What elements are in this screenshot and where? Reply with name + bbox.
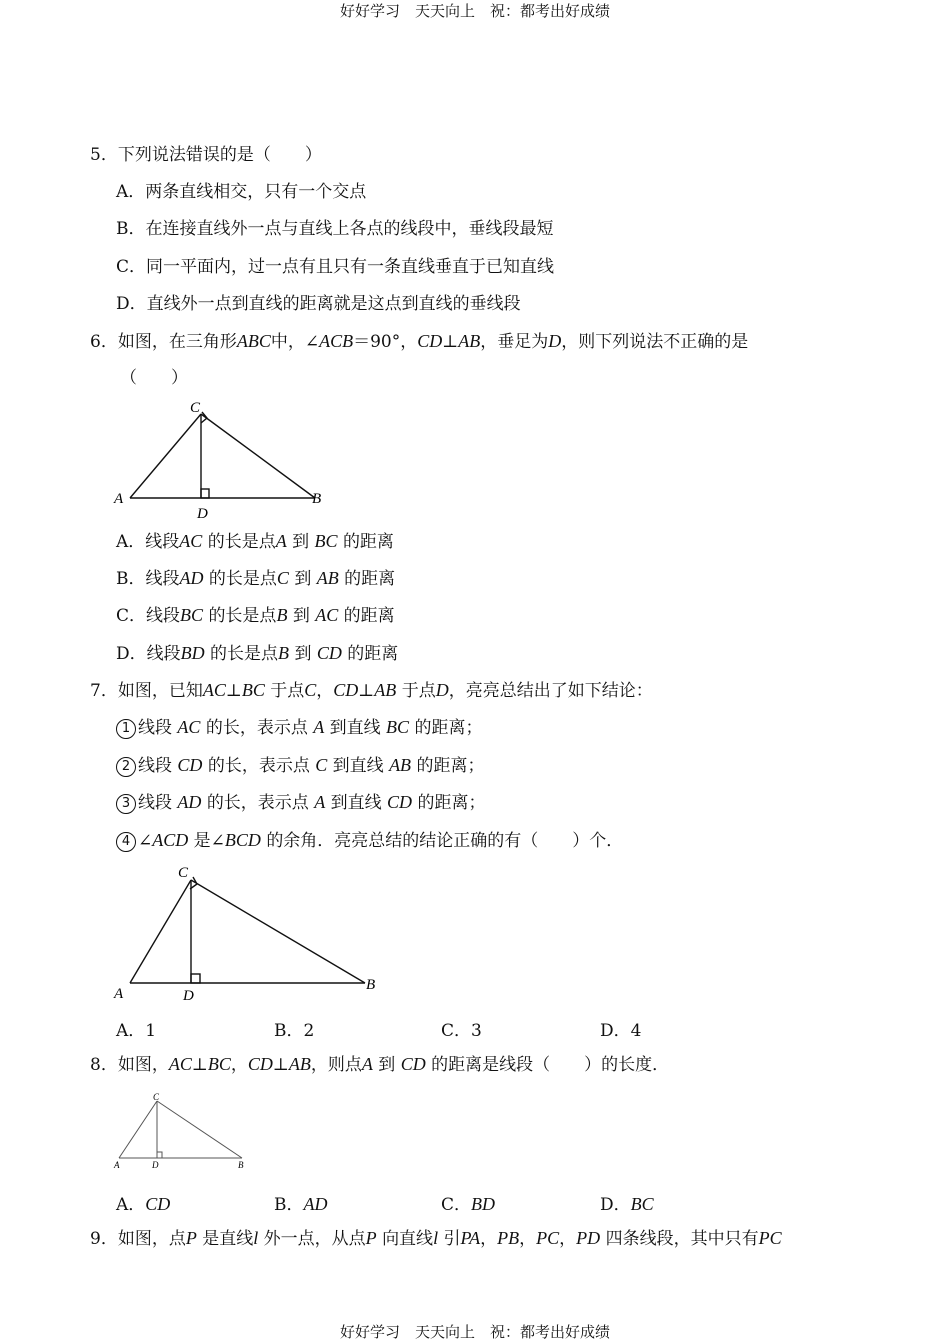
q8-stem: 8．如图，AC⊥BC，CD⊥AB，则点A 到 CD 的距离是线段（ ）的长度． [90,1054,670,1075]
q5-option-d: D．直线外一点到直线的距离就是这点到直线的垂线段 [116,294,521,314]
q8-label-b: B [238,1160,244,1170]
q7-triangle-figure [110,858,390,1008]
q7-item-2: 2 线段 CD 的长，表示点 C 到直线 AB 的距离； [116,754,484,777]
q8-label-d: D [152,1160,159,1170]
q6-option-a: A．线段AC 的长是点A 到 BC 的距离 [116,531,394,552]
q6-option-d: D．线段BD 的长是点B 到 CD 的距离 [116,643,399,664]
q7-option-a: A．1 [116,1021,157,1041]
q6-option-b: B．线段AD 的长是点C 到 AB 的距离 [116,568,396,589]
q5-stem: 5．下列说法错误的是（ ） [90,145,322,165]
page-footer: 好好学习 天天向上 祝：都考出好成绩 [339,1323,610,1341]
q7-item-3: 3 线段 AD 的长，表示点 A 到直线 CD 的距离； [116,791,485,814]
q7-label-d: D [183,988,194,1004]
q6-label-c: C [190,400,201,416]
q6-answer-paren: （ ） [120,368,188,388]
q5-option-b: B．在连接直线外一点与直线上各点的线段中，垂线段最短 [116,219,554,239]
q7-option-c: C．3 [441,1021,482,1041]
q7-item-1: 1 线段 AC 的长，表示点 A 到直线 BC 的距离； [116,716,482,739]
q8-triangle-figure [112,1090,252,1175]
q6-triangle-figure [110,395,340,525]
q8-label-a: A [114,1160,120,1170]
q5-option-a: A．两条直线相交，只有一个交点 [116,182,367,202]
q7-option-b: B．2 [274,1021,315,1041]
q9-stem: 9．如图，点P 是直线l 外一点，从点P 向直线l 引PA，PB，PC，PD 四条线段，其中只有PC [90,1228,782,1249]
q6-stem: 6．如图，在三角形ABC中，∠ACB＝90°，CD⊥AB，垂足为D，则下列说法不正确的是 [90,331,749,352]
q7-option-d: D．4 [600,1021,642,1041]
q6-label-a: A [114,491,124,507]
q6-option-c: C．线段BC 的长是点B 到 AC 的距离 [116,605,395,626]
q7-stem: 7．如图，已知AC⊥BC 于点C，CD⊥AB 于点D，亮亮总结出了如下结论： [90,680,653,701]
q7-label-a: A [114,986,124,1002]
q7-label-c: C [178,865,189,881]
q8-option-b: B．AD [274,1194,328,1215]
q8-label-c: C [153,1092,160,1102]
q5-option-c: C．同一平面内，过一点有且只有一条直线垂直于已知直线 [116,257,555,277]
q8-option-c: C．BD [441,1194,496,1215]
q6-label-d: D [197,506,208,522]
q7-item-4: 4 ∠ACD 是∠BCD 的余角．亮亮总结的结论正确的有（ ）个． [116,829,623,852]
q8-option-a: A．CD [116,1194,171,1215]
q7-label-b: B [366,977,376,993]
q6-label-b: B [312,491,322,507]
q8-option-d: D．BC [600,1194,654,1215]
page-header: 好好学习 天天向上 祝：都考出好成绩 [339,2,610,20]
